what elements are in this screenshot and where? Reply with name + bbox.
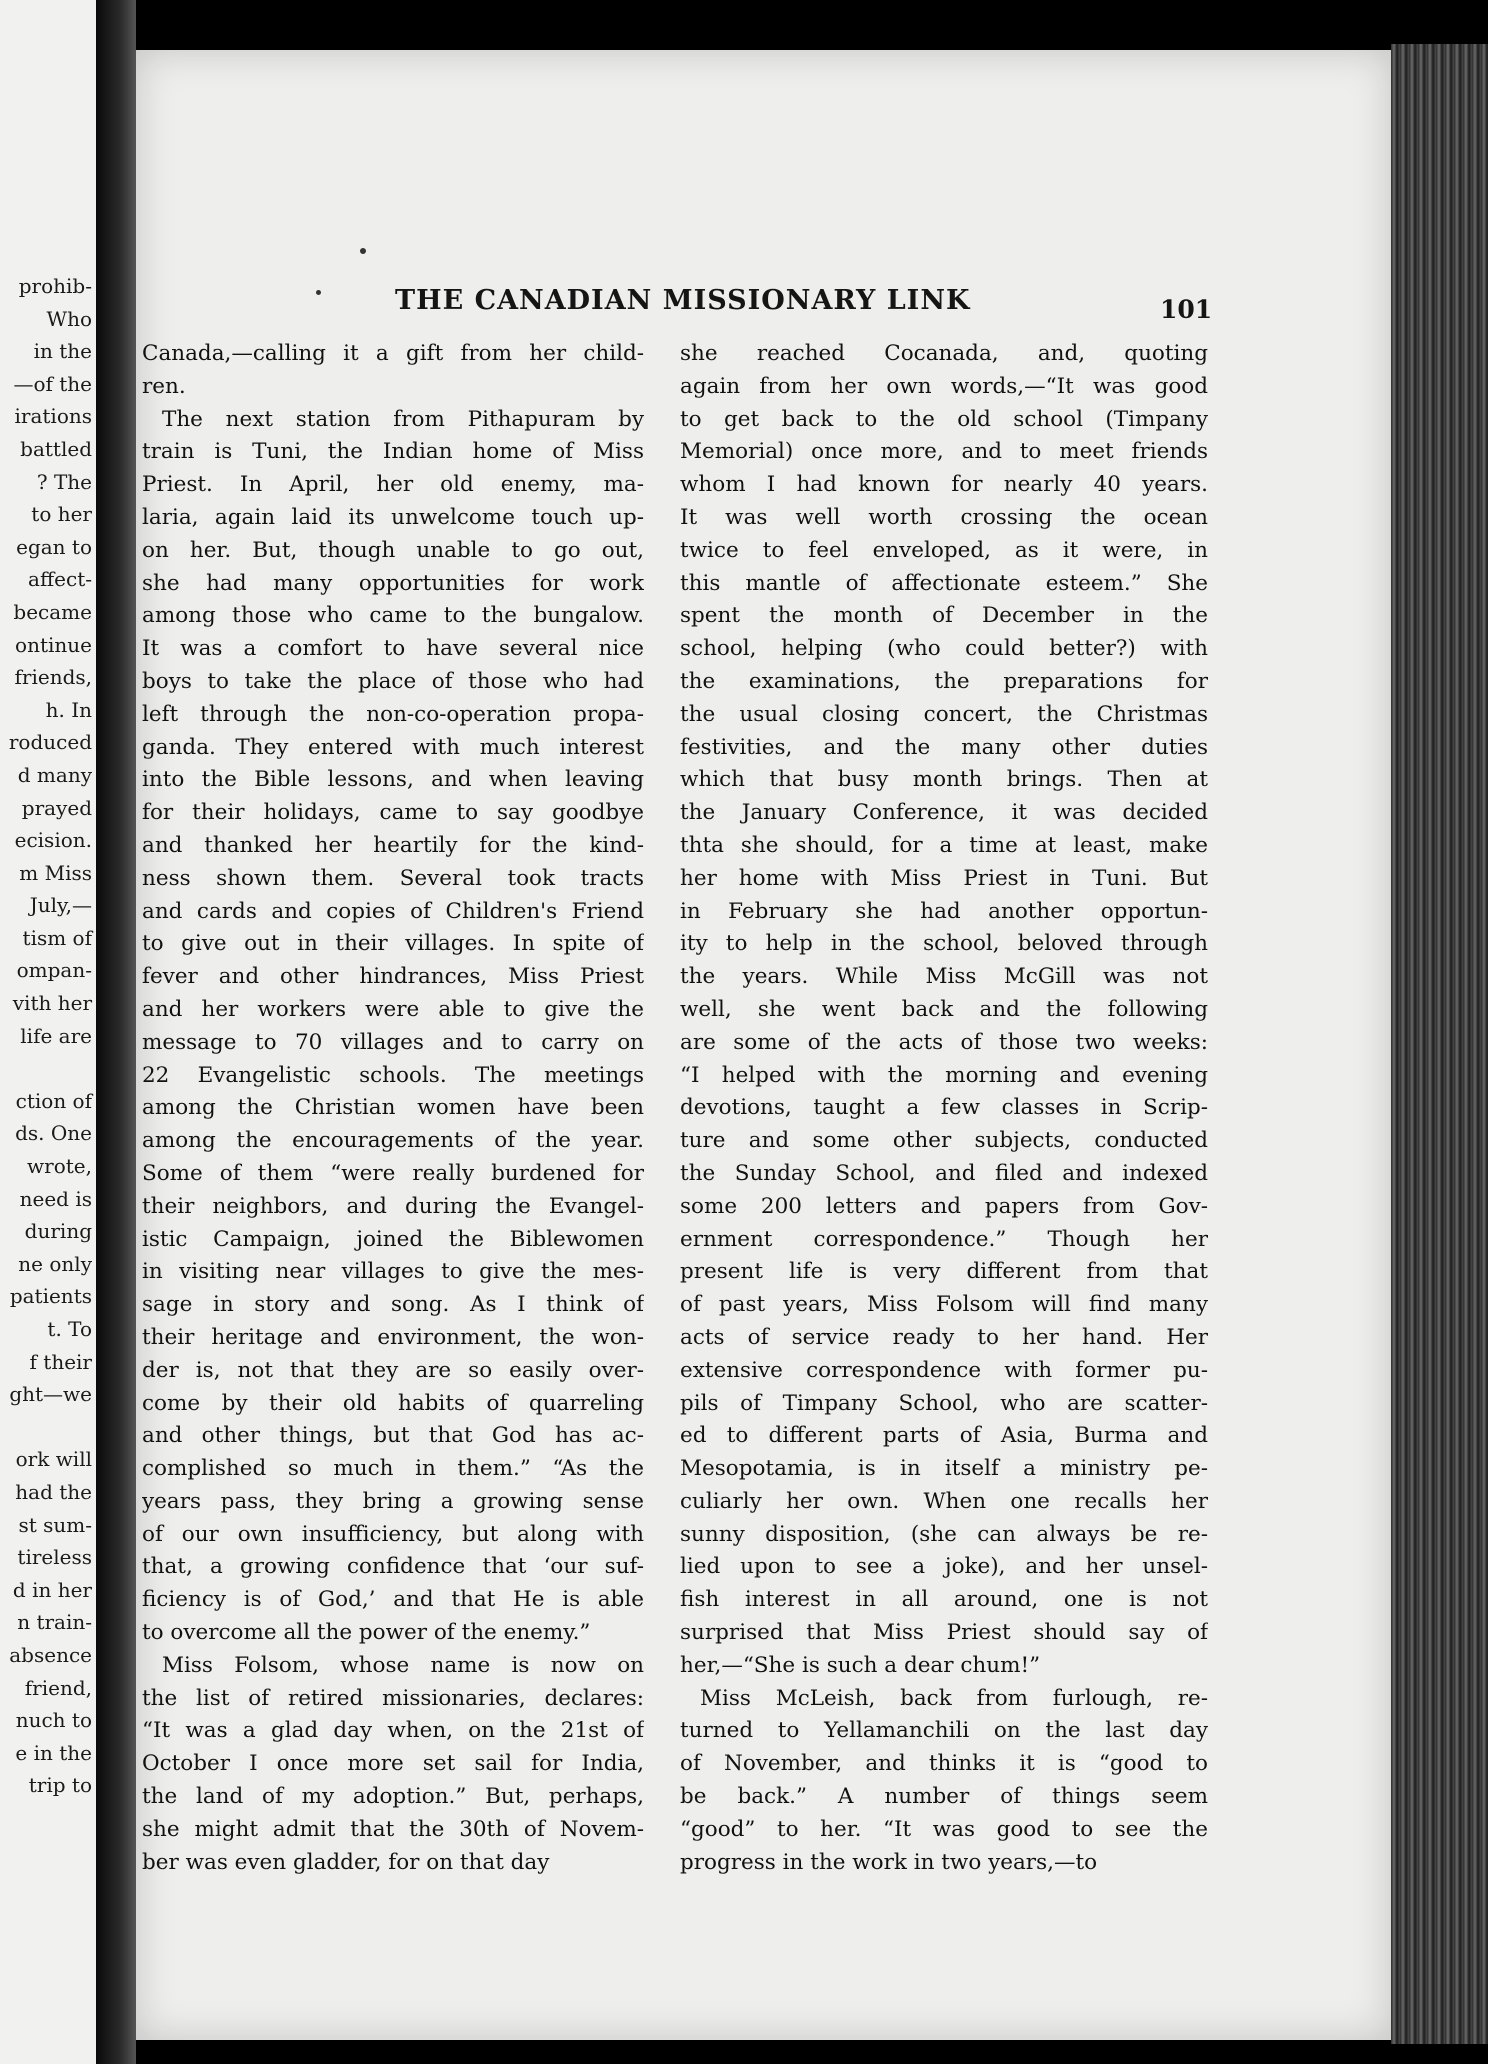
page-stack-edge — [1391, 44, 1488, 2044]
text-line: train is Tuni, the Indian home of Miss — [142, 439, 644, 465]
fragment-line: nuch to — [15, 1708, 92, 1733]
text-line: thta she should, for a time at least, make — [680, 832, 1208, 858]
text-line: in visiting near villages to give the mes- — [142, 1259, 644, 1285]
text-line: that, a growing confidence that ‘our suf- — [142, 1554, 644, 1580]
fragment-line: patients — [9, 1284, 92, 1309]
fragment-line: ontinue — [15, 632, 92, 657]
text-line: ganda. They entered with much interest — [142, 734, 644, 760]
text-line: the years. While Miss McGill was not — [680, 964, 1208, 990]
book-gutter — [96, 0, 136, 2064]
fragment-line: tireless — [17, 1545, 92, 1570]
text-line: the usual closing concert, the Christmas — [680, 701, 1208, 727]
fragment-line: wrote, — [27, 1154, 92, 1179]
text-line: 22 Evangelistic schools. The meetings — [142, 1062, 644, 1088]
previous-page-edge — [0, 0, 96, 2064]
fragment-line: life are — [20, 1023, 92, 1048]
fragment-line: ? The — [36, 469, 92, 494]
fragment-line — [0, 1411, 92, 1444]
text-line: left through the non-co-operation propa- — [142, 701, 644, 727]
fragment-line: m Miss — [19, 860, 92, 885]
fragment-line: irations — [14, 404, 92, 429]
fragment-line: affect- — [28, 567, 92, 592]
text-line: “I helped with the morning and evening — [680, 1062, 1208, 1088]
text-line: pils of Timpany School, who are scatter- — [680, 1390, 1208, 1416]
text-line: into the Bible lessons, and when leaving — [142, 767, 644, 793]
text-line: ernment correspondence.” Though her — [680, 1226, 1208, 1252]
text-line: and her workers were able to give the — [142, 996, 644, 1022]
text-line: on her. But, though unable to go out, — [142, 537, 644, 563]
text-line: among those who came to the bungalow. — [142, 603, 644, 629]
print-speck — [360, 248, 366, 254]
text-line: present life is very different from that — [680, 1259, 1208, 1285]
fragment-line: prayed — [21, 795, 92, 820]
fragment-line: Who — [46, 306, 92, 331]
text-line: and thanked her heartily for the kind- — [142, 832, 644, 858]
fragment-line: d in her — [12, 1577, 92, 1602]
fragment-line: ne only — [18, 1251, 92, 1276]
fragment-line: need is — [19, 1186, 92, 1211]
running-title: THE CANADIAN MISSIONARY LINK — [395, 285, 971, 316]
fragment-line: battled — [20, 436, 92, 461]
text-line: this mantle of affectionate esteem.” She — [680, 570, 1208, 596]
text-line: istic Campaign, joined the Biblewomen — [142, 1226, 644, 1252]
text-line: lied upon to see a joke), and her unsel- — [680, 1554, 1208, 1580]
fragment-line: —of the — [13, 371, 92, 396]
fragment-line: egan to — [16, 534, 92, 559]
text-line: ren. — [142, 373, 186, 399]
text-line: among the encouragements of the year. — [142, 1128, 644, 1154]
text-line: October I once more set sail for India, — [142, 1751, 644, 1777]
fragment-line: to her — [31, 502, 92, 527]
text-line: which that busy month brings. Then at — [680, 767, 1208, 793]
previous-page-text-fragments — [0, 270, 92, 1802]
text-line: of November, and thinks it is “good to — [680, 1751, 1208, 1777]
text-line: of our own insufficiency, but along with — [142, 1521, 644, 1547]
text-line: Memorial) once more, and to meet friends — [680, 439, 1208, 465]
text-line: It was well worth crossing the ocean — [680, 504, 1208, 530]
text-line: well, she went back and the following — [680, 996, 1208, 1022]
text-line: ed to different parts of Asia, Burma and — [680, 1423, 1208, 1449]
text-line: fever and other hindrances, Miss Priest — [142, 964, 644, 990]
text-line: turned to Yellamanchili on the last day — [680, 1718, 1208, 1744]
text-line: to get back to the old school (Timpany — [680, 406, 1208, 432]
fragment-line: tism of — [22, 925, 92, 950]
text-line: whom I had known for nearly 40 years. — [680, 472, 1208, 498]
text-line: and cards and copies of Children's Friend — [142, 898, 644, 924]
text-line: ficiency is of God,’ and that He is able — [142, 1587, 644, 1613]
text-line: boys to take the place of those who had — [142, 668, 644, 694]
text-line: she had many opportunities for work — [142, 570, 644, 596]
text-line: their neighbors, and during the Evangel- — [142, 1193, 644, 1219]
text-line: their heritage and environment, the won- — [142, 1324, 644, 1350]
right-text-column — [680, 338, 1208, 1879]
text-line: Miss Folsom, whose name is now on — [162, 1652, 644, 1678]
text-line: Mesopotamia, is in itself a ministry pe- — [680, 1456, 1208, 1482]
text-line: to give out in their villages. In spite of — [142, 931, 644, 957]
text-line: be back.” A number of things seem — [680, 1784, 1208, 1810]
text-line: her,—“She is such a dear chum!” — [680, 1652, 1041, 1678]
fragment-line: had the — [15, 1479, 92, 1504]
text-line: “good” to her. “It was good to see the — [680, 1816, 1208, 1842]
fragment-line: h. In — [45, 697, 92, 722]
text-line: Canada,—calling it a gift from her child- — [142, 341, 644, 366]
fragment-line: ompan- — [16, 958, 92, 983]
text-line: der is, not that they are so easily over- — [142, 1357, 644, 1383]
text-line: complished so much in them.” “As the — [142, 1456, 644, 1482]
fragment-line: ork will — [15, 1447, 92, 1472]
text-line: she reached Cocanada, and, quoting — [680, 341, 1208, 366]
text-line: culiarly her own. When one recalls her — [680, 1488, 1208, 1514]
text-line: Priest. In April, her old enemy, ma- — [142, 472, 644, 498]
fragment-line: friends, — [14, 665, 92, 690]
fragment-line — [0, 1052, 92, 1085]
text-line: her home with Miss Priest in Tuni. But — [680, 865, 1208, 891]
text-line: extensive correspondence with former pu- — [680, 1357, 1208, 1383]
text-line: for their holidays, came to say goodbye — [142, 800, 644, 826]
fragment-line: d many — [17, 762, 92, 787]
text-line: laria, again laid its unwelcome touch up- — [142, 504, 644, 530]
text-line: the January Conference, it was decided — [680, 800, 1208, 826]
text-line: ness shown them. Several took tracts — [142, 865, 644, 891]
fragment-line: t. To — [47, 1317, 92, 1341]
text-line: come by their old habits of quarreling — [142, 1390, 644, 1416]
text-line: and other things, but that God has ac- — [142, 1423, 644, 1449]
text-line: devotions, taught a few classes in Scrip- — [680, 1095, 1208, 1121]
fragment-line: prohib- — [18, 274, 92, 298]
fragment-line: absence — [9, 1642, 92, 1667]
text-line: ber was even gladder, for on that day — [142, 1849, 550, 1875]
fragment-line: friend, — [24, 1675, 92, 1700]
text-line: the list of retired missionaries, declares: — [142, 1685, 644, 1711]
page-number: 101 — [1160, 295, 1213, 324]
text-line: of past years, Miss Folsom will find many — [680, 1292, 1208, 1318]
text-line: the examinations, the preparations for — [680, 668, 1208, 694]
text-line: twice to feel enveloped, as it were, in — [680, 537, 1208, 563]
text-line: sage in story and song. As I think of — [142, 1292, 644, 1318]
print-speck — [316, 290, 321, 295]
text-line: she might admit that the 30th of Novem- — [142, 1816, 644, 1842]
text-line: Miss McLeish, back from furlough, re- — [700, 1685, 1208, 1711]
text-line: ity to help in the school, beloved through — [680, 931, 1208, 957]
text-line: years pass, they bring a growing sense — [142, 1488, 644, 1514]
text-line: among the Christian women have been — [142, 1095, 644, 1121]
text-line: It was a comfort to have several nice — [142, 636, 644, 662]
fragment-line: e in the — [15, 1740, 92, 1765]
text-line: the Sunday School, and filed and indexed — [680, 1160, 1208, 1186]
fragment-line: became — [13, 599, 92, 624]
fragment-line: ds. One — [15, 1121, 92, 1146]
text-line: acts of service ready to her hand. Her — [680, 1324, 1208, 1350]
text-line: “It was a glad day when, on the 21st of — [142, 1718, 644, 1744]
text-line: The next station from Pithapuram by — [162, 406, 644, 432]
text-line: spent the month of December in the — [680, 603, 1208, 629]
text-line: some 200 letters and papers from Gov- — [680, 1193, 1208, 1219]
text-line: in February she had another opportun- — [680, 898, 1208, 924]
text-line: ture and some other subjects, conducted — [680, 1128, 1208, 1154]
fragment-line: ght—we — [9, 1382, 92, 1407]
fragment-line: ecision. — [14, 828, 92, 853]
fragment-line: July,— — [29, 893, 92, 918]
text-line: fish interest in all around, one is not — [680, 1587, 1208, 1613]
text-line: surprised that Miss Priest should say of — [680, 1620, 1208, 1646]
text-line: school, helping (who could better?) with — [680, 636, 1208, 662]
text-line: sunny disposition, (she can always be re- — [680, 1521, 1208, 1547]
fragment-line: in the — [33, 339, 92, 364]
fragment-line: during — [24, 1219, 92, 1244]
text-line: festivities, and the many other duties — [680, 734, 1208, 760]
text-line: again from her own words,—“It was good — [680, 373, 1208, 399]
text-line: Some of them “were really burdened for — [142, 1160, 644, 1186]
fragment-line: st sum- — [18, 1512, 92, 1537]
fragment-line: vith her — [12, 991, 92, 1016]
text-line: the land of my adoption.” But, perhaps, — [142, 1784, 644, 1810]
text-line: message to 70 villages and to carry on — [142, 1029, 644, 1055]
left-text-column — [142, 338, 644, 1879]
fragment-line: n train- — [17, 1610, 92, 1635]
text-line: to overcome all the power of the enemy.” — [142, 1620, 591, 1646]
text-line: progress in the work in two years,—to — [680, 1849, 1098, 1875]
fragment-line: trip to — [28, 1773, 92, 1798]
fragment-line: f their — [29, 1349, 92, 1374]
text-line: are some of the acts of those two weeks: — [680, 1029, 1208, 1055]
fragment-line: ction of — [15, 1088, 92, 1113]
fragment-line: roduced — [8, 730, 92, 755]
